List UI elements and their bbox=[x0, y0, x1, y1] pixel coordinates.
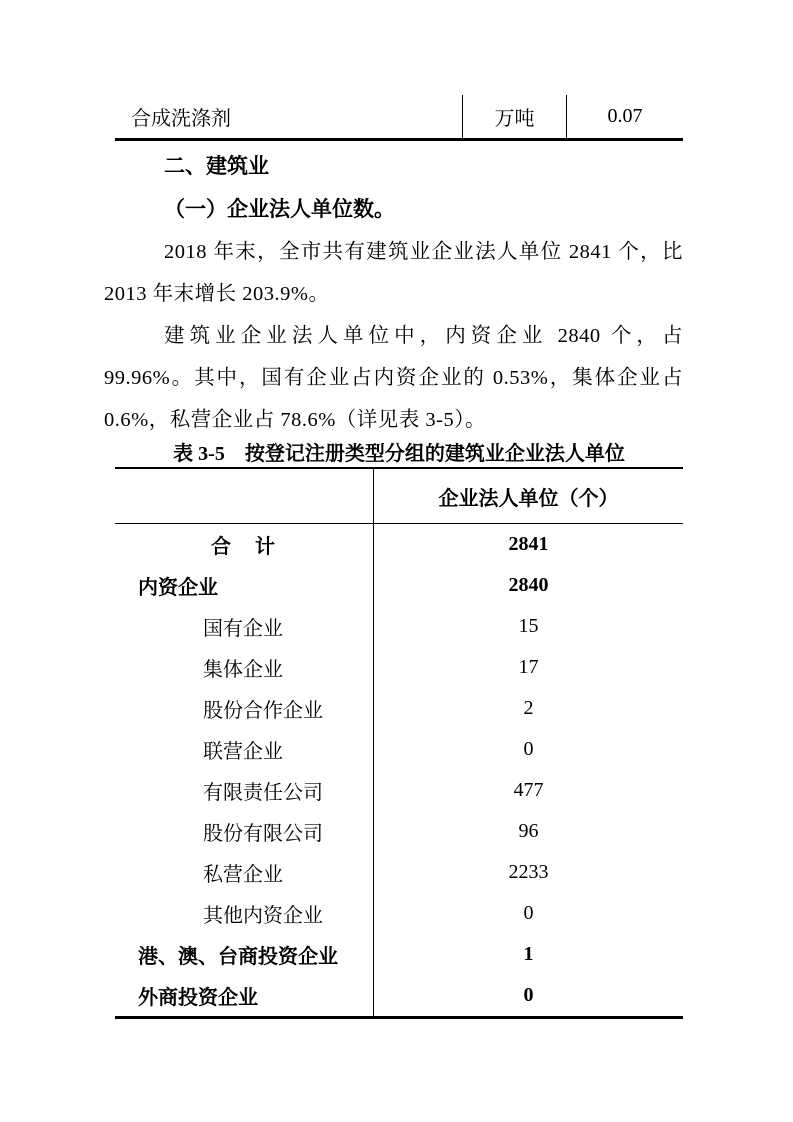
row-value: 0 bbox=[373, 893, 683, 934]
prev-row-value: 0.07 bbox=[607, 105, 643, 127]
row-label: 合 计 bbox=[211, 536, 277, 558]
row-value: 96 bbox=[373, 811, 683, 852]
row-label: 股份有限公司 bbox=[203, 823, 323, 845]
row-label: 其他内资企业 bbox=[203, 905, 323, 927]
table-row bbox=[115, 524, 683, 565]
row-label: 有限责任公司 bbox=[203, 782, 323, 804]
row-value: 0 bbox=[373, 975, 683, 1016]
table-header-empty-cell bbox=[115, 469, 373, 523]
row-value: 2233 bbox=[373, 852, 683, 893]
paragraph-growth: 2018 年末，全市共有建筑业企业法人单位 2841 个，比 2013 年末增长 203.9%。 bbox=[104, 241, 683, 305]
legal-units-table bbox=[115, 467, 683, 1019]
table-row bbox=[115, 852, 683, 893]
row-value: 17 bbox=[373, 647, 683, 688]
row-label: 港、澳、台商投资企业 bbox=[138, 946, 338, 968]
row-value: 2 bbox=[373, 688, 683, 729]
prev-row-product-label: 合成洗涤剂 bbox=[131, 108, 231, 130]
row-value: 0 bbox=[373, 729, 683, 770]
paragraph-composition: 建筑业企业法人单位中，内资企业 2840 个，占 99.96%。其中，国有企业占内资企业的 0.53%，集体企业占 0.6%，私营企业占 78.6%（详见表 3-5）。 bbox=[104, 325, 683, 431]
table-row bbox=[115, 606, 683, 647]
row-label: 私营企业 bbox=[203, 864, 283, 886]
row-label: 集体企业 bbox=[203, 659, 283, 681]
table-row bbox=[115, 934, 683, 975]
row-label: 内资企业 bbox=[138, 577, 218, 599]
table-row bbox=[115, 975, 683, 1016]
table-row bbox=[115, 688, 683, 729]
row-value: 2840 bbox=[373, 565, 683, 606]
table-title: 表 3-5 按登记注册类型分组的建筑业企业法人单位 bbox=[173, 443, 625, 465]
table-header-row bbox=[115, 469, 683, 524]
row-label: 外商投资企业 bbox=[138, 987, 258, 1009]
section-heading: 二、建筑业 bbox=[164, 155, 269, 178]
table-row bbox=[115, 647, 683, 688]
row-value: 15 bbox=[373, 606, 683, 647]
legal-units-table-body bbox=[115, 524, 683, 1016]
row-value: 477 bbox=[373, 770, 683, 811]
table-header-value-cell: 企业法人单位（个） bbox=[373, 469, 683, 523]
table-row bbox=[115, 811, 683, 852]
row-label: 国有企业 bbox=[203, 618, 283, 640]
row-label: 联营企业 bbox=[203, 741, 283, 763]
prev-row-unit: 万吨 bbox=[462, 95, 567, 138]
row-value: 1 bbox=[373, 934, 683, 975]
table-row bbox=[115, 893, 683, 934]
subsection-heading: （一）企业法人单位数。 bbox=[164, 197, 395, 221]
previous-table-fragment bbox=[115, 95, 683, 141]
row-value: 2841 bbox=[373, 524, 683, 565]
table-row bbox=[115, 565, 683, 606]
row-label: 股份合作企业 bbox=[203, 700, 323, 722]
table-row bbox=[115, 770, 683, 811]
table-row bbox=[115, 729, 683, 770]
